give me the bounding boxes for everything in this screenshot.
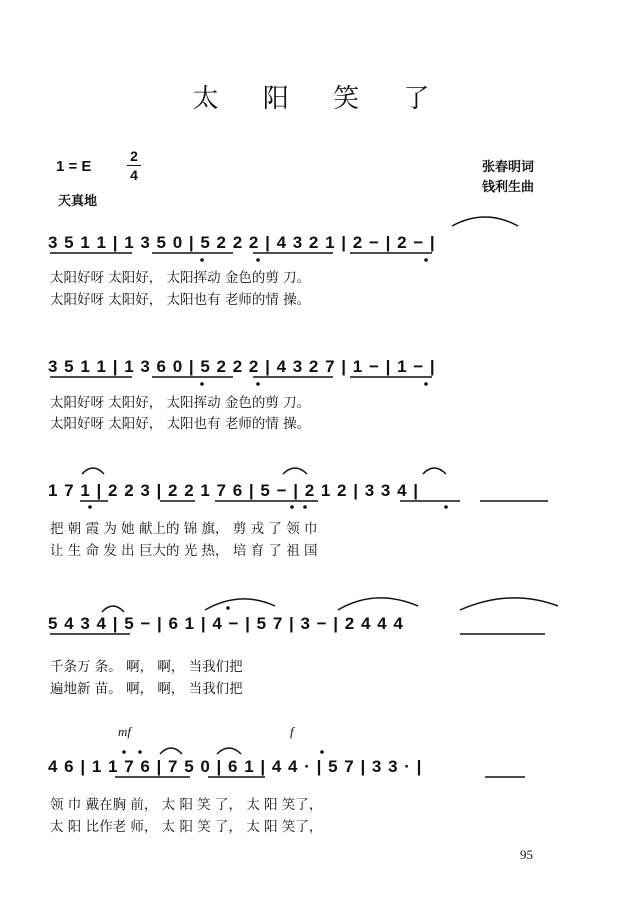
notation-line-3: 1 7 1 | 2 2 3 | 2 2 1 7 6 | 5 − | 2 1 2 | 3 3 4 | [48,481,420,500]
octave-dot [226,606,230,610]
slur [217,748,241,754]
octave-dot [424,258,428,262]
octave-dot [424,382,428,386]
lyric-line-5-verse-2: 太 阳 比作老 师， 太 阳 笑 了， 太 阳 笑了， [50,819,323,835]
lyric-line-1-verse-2: 太阳好呀 太阳好， 太阳也有 老师的情 操。 [50,292,311,308]
octave-dot [200,382,204,386]
octave-dot [88,505,92,509]
notation-line-1: 3 5 1 1 | 1 3 5 0 | 5 2 2 2 | 4 3 2 1 | 2 − | 2 − | [48,233,436,252]
octave-dot [122,750,126,754]
octave-dot [256,258,260,262]
slur [460,598,558,610]
lyric-line-3-verse-1: 把 朝 霞 为 她 献上的 锦 旗， 剪 戎 了 领 巾 [50,521,318,537]
composer-credit: 钱利生曲 [482,180,535,195]
octave-dot [138,750,142,754]
slur [452,217,518,226]
notation-line-5: 4 6 | 1 1 7 6 | 7 5 0 | 6 1 | 4 4 · | 5 7 | 3 3 · | [48,757,423,776]
key-signature: 1 = E [56,158,92,175]
lyric-line-3-verse-2: 让 生 命 发 出 巨大的 光 热， 培 育 了 祖 国 [50,543,318,559]
tempo-marking: 天真地 [58,194,98,209]
octave-dot [256,382,260,386]
slur [82,468,104,474]
meter-bottom: 4 [130,167,138,183]
slur [283,468,307,474]
slur [338,598,418,610]
notation-line-4: 5 4 3 4 | 5 − | 6 1 | 4 − | 5 7 | 3 − | 2 4 4 4 [48,614,404,633]
octave-dot [200,258,204,262]
slur [423,468,446,474]
lyric-line-4-verse-1: 千条万 条。 啊， 啊， 当我们把 [50,659,243,675]
octave-dot [444,505,448,509]
slur [160,748,182,754]
meter-top: 2 [130,148,138,164]
slur [205,599,275,610]
lyricist-credit: 张春明词 [482,160,535,175]
dynamic-mf: mf [118,724,131,739]
lyric-line-4-verse-2: 遍地新 苗。 啊， 啊， 当我们把 [50,681,243,697]
slur [102,606,124,612]
lyric-line-2-verse-2: 太阳好呀 太阳好， 太阳也有 老师的情 操。 [50,416,311,432]
octave-dot [320,750,324,754]
page-number: 95 [520,847,533,862]
lyric-line-5-verse-1: 领 巾 戴在胸 前， 太 阳 笑 了， 太 阳 笑了， [50,797,323,813]
song-title: 太 阳 笑 了 [192,84,448,114]
lyric-line-2-verse-1: 太阳好呀 太阳好， 太阳挥动 金色的剪 刀。 [50,395,311,411]
octave-dot [303,505,307,509]
octave-dot [290,505,294,509]
lyric-line-1-verse-1: 太阳好呀 太阳好， 太阳挥动 金色的剪 刀。 [50,270,311,286]
dynamic-f: f [290,724,294,739]
notation-line-2: 3 5 1 1 | 1 3 6 0 | 5 2 2 2 | 4 3 2 7 | 1 − | 1 − | [48,357,436,376]
